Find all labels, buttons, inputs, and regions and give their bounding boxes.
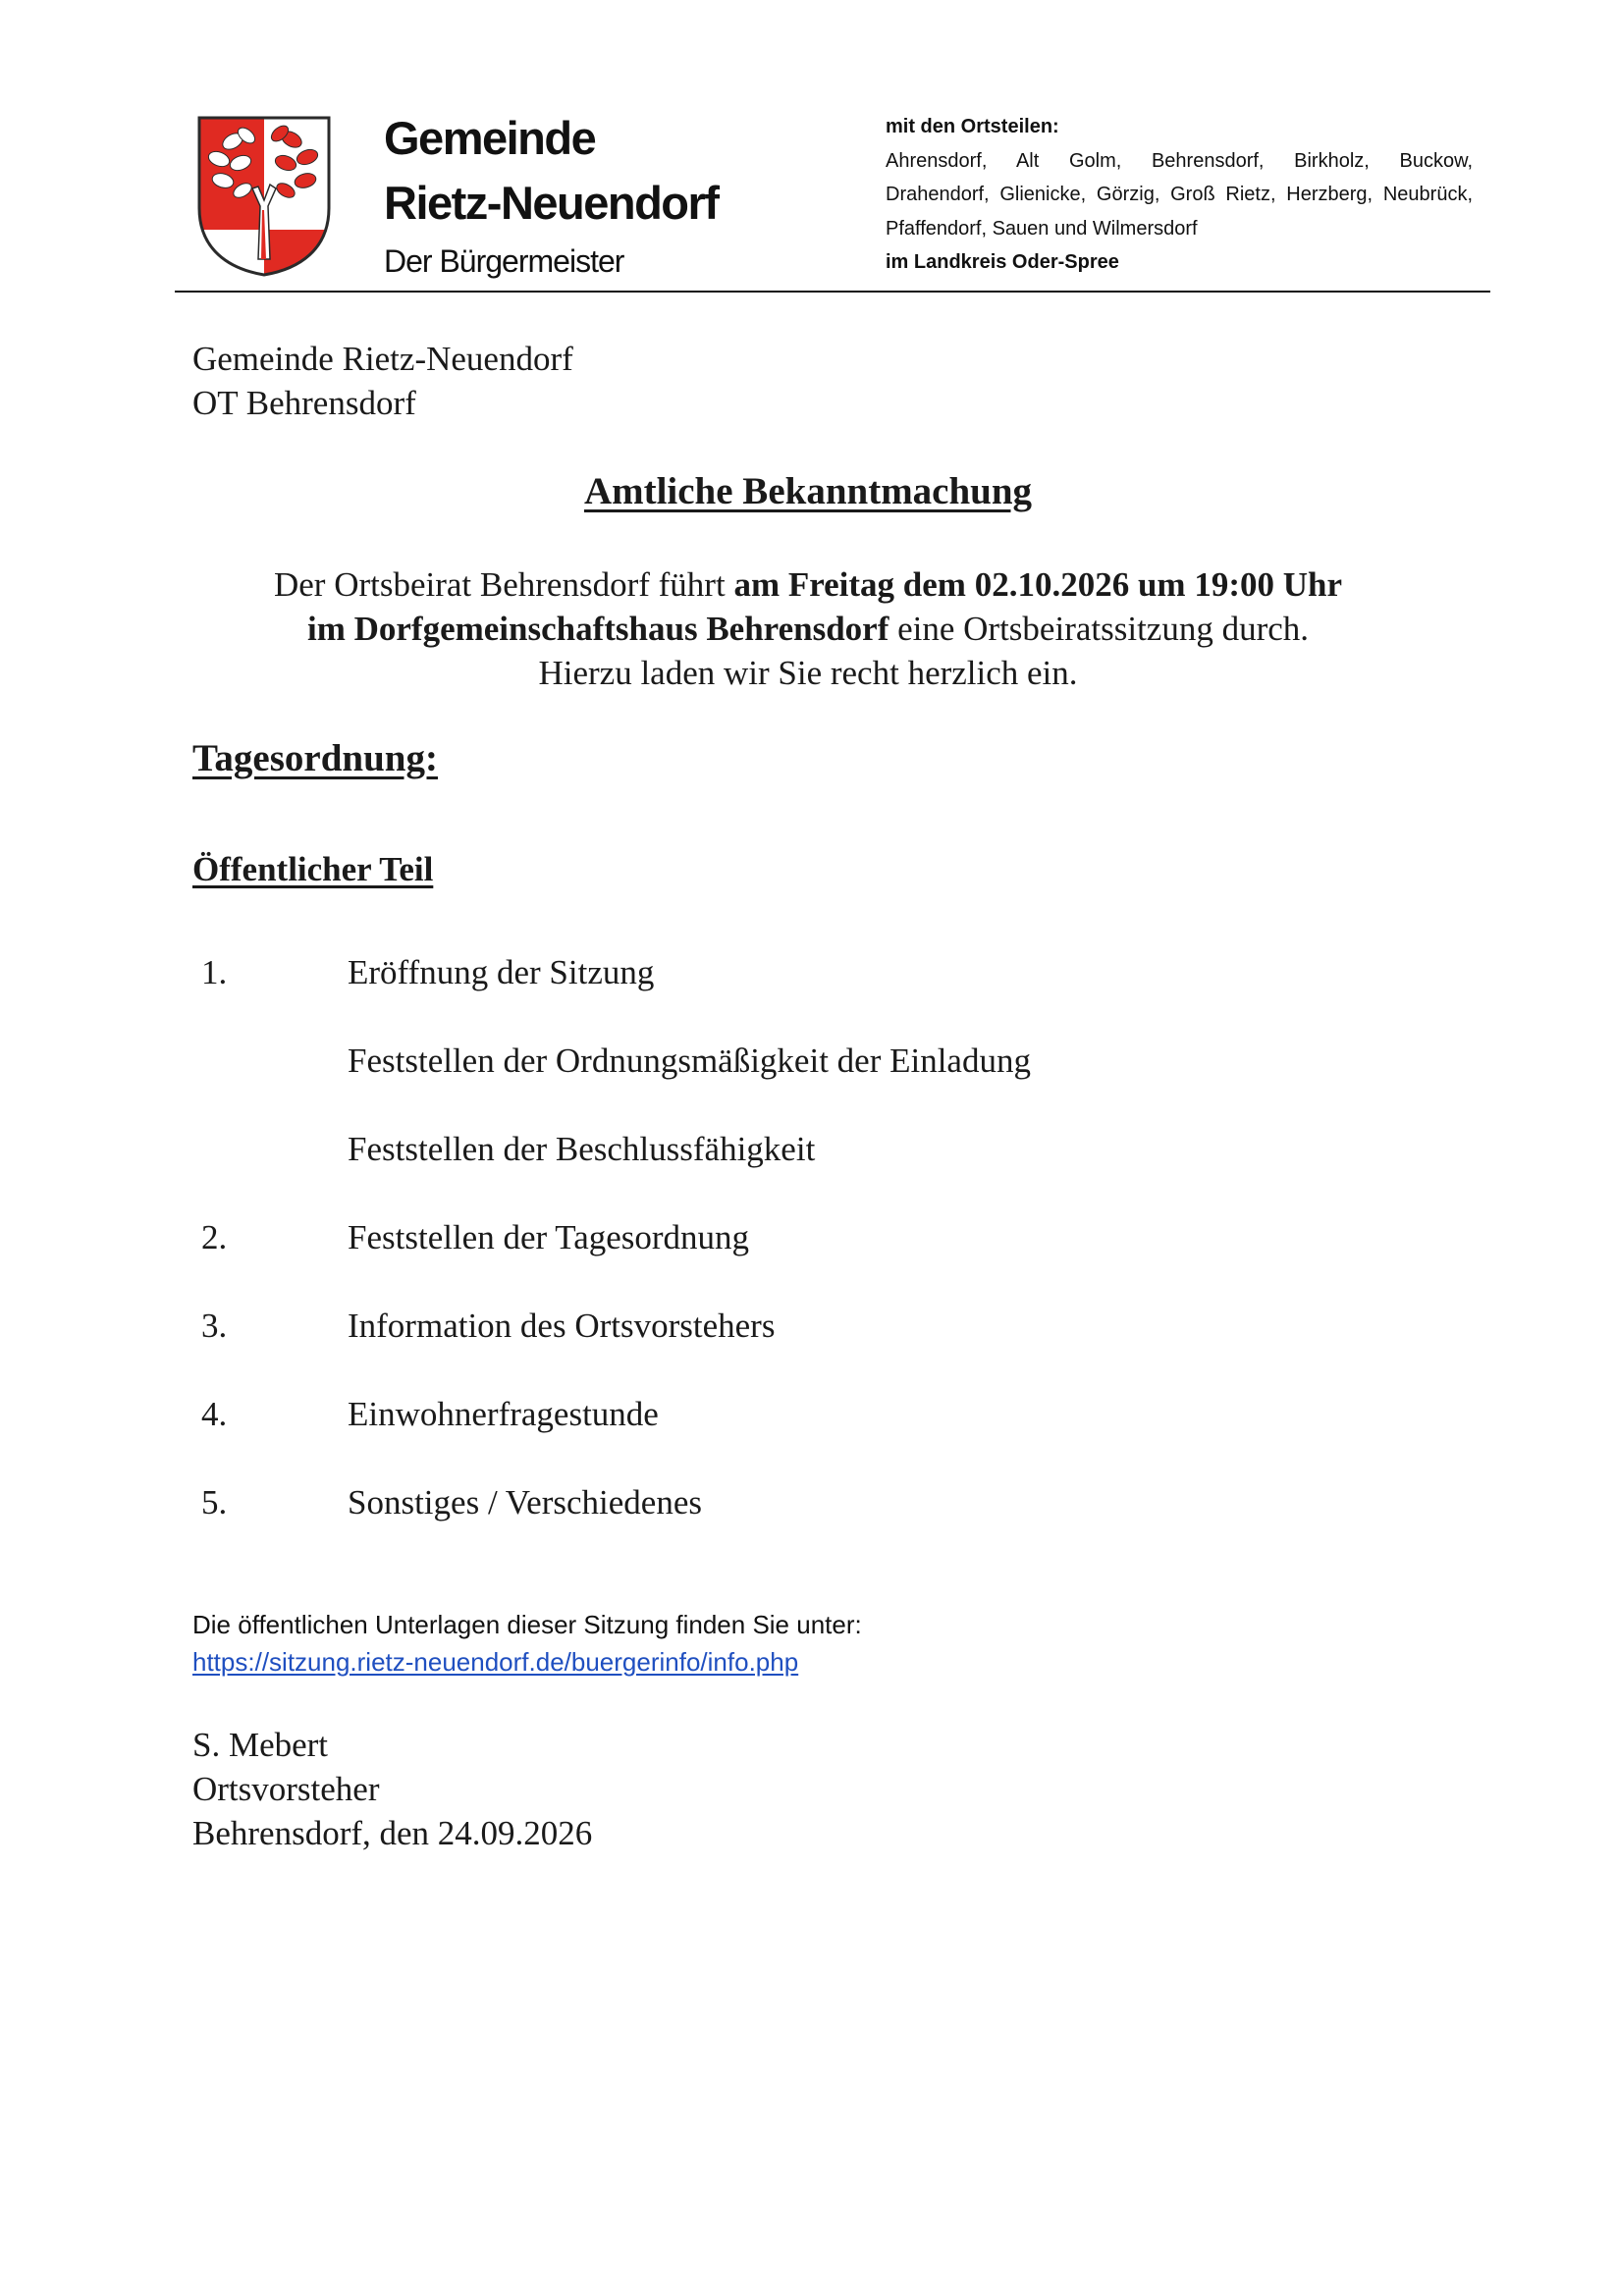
agenda-item xyxy=(192,1127,1371,1215)
place-and-date: Behrensdorf, den 24.09.2026 xyxy=(192,1814,593,1852)
announcement-text xyxy=(0,562,1616,695)
agenda-heading: Tagesordnung: xyxy=(192,737,438,779)
agenda-item-text: Einwohnerfragestunde xyxy=(348,1395,659,1433)
documents-note xyxy=(192,1606,862,1681)
agenda-item-number: 3. xyxy=(201,1307,228,1345)
municipality-name-line2: Rietz-Neuendorf xyxy=(384,177,719,229)
agenda-item-text: Information des Ortsvorstehers xyxy=(348,1307,776,1345)
letterhead xyxy=(175,106,1488,291)
districts-line: Ahrensdorf, Alt Golm, Behrensdorf, Birkholz, Buckow, xyxy=(886,149,1473,172)
agenda-item-number: 5. xyxy=(201,1483,228,1522)
announcement-line xyxy=(0,562,1616,607)
districts-line: Pfaffendorf, Sauen und Wilmersdorf xyxy=(886,217,1198,240)
agenda-item xyxy=(192,1304,1371,1392)
signer-role: Ortsvorsteher xyxy=(192,1770,380,1808)
meeting-location: im Dorfgemeinschaftshaus Behrensdorf xyxy=(306,610,889,648)
agenda-item xyxy=(192,950,1371,1039)
recipient-line: Gemeinde Rietz-Neuendorf xyxy=(192,340,573,378)
municipality-name xyxy=(384,106,718,236)
agenda-item-number: 4. xyxy=(201,1395,228,1433)
agenda-item-text: Feststellen der Tagesordnung xyxy=(348,1218,750,1256)
districts-label: mit den Ortsteilen: xyxy=(886,116,1059,137)
documents-note-text: Die öffentlichen Unterlagen dieser Sitzung finden Sie unter: xyxy=(192,1610,862,1639)
recipient-line: OT Behrensdorf xyxy=(192,384,416,422)
announcement-line xyxy=(0,607,1616,651)
municipality-name-line1: Gemeinde xyxy=(384,112,596,164)
agenda-item-text: Sonstiges / Verschiedenes xyxy=(348,1483,702,1522)
agenda-item xyxy=(192,1215,1371,1304)
county-label: im Landkreis Oder-Spree xyxy=(886,251,1119,273)
agenda-item-text: Eröffnung der Sitzung xyxy=(348,953,655,991)
recipient-address xyxy=(192,337,573,425)
coat-of-arms-logo xyxy=(193,112,335,281)
notice-title: Amtliche Bekanntmachung xyxy=(583,470,1033,512)
letterhead-divider xyxy=(175,291,1490,293)
agenda-item xyxy=(192,1480,1371,1569)
agenda-item-number: 1. xyxy=(201,953,228,991)
announcement-text-part: eine Ortsbeiratssitzung durch. xyxy=(889,610,1310,648)
meeting-date-time: am Freitag dem 02.10.2026 um 19:00 Uhr xyxy=(733,565,1342,604)
announcement-text-part: Der Ortsbeirat Behrensdorf führt xyxy=(273,565,734,604)
signer-name: S. Mebert xyxy=(192,1726,329,1764)
documents-link[interactable]: https://sitzung.rietz-neuendorf.de/buergerinfo/info.php xyxy=(192,1647,799,1677)
agenda-item xyxy=(192,1392,1371,1480)
agenda-list xyxy=(192,950,1371,1569)
office-title: Der Bürgermeister xyxy=(384,243,624,279)
agenda-item-text: Feststellen der Ordnungsmäßigkeit der Einladung xyxy=(348,1041,1031,1080)
districts-line: Drahendorf, Glienicke, Görzig, Groß Rietz, Herzberg, Neubrück, xyxy=(886,184,1473,205)
announcement-line: Hierzu laden wir Sie recht herzlich ein. xyxy=(538,654,1078,692)
agenda-item xyxy=(192,1039,1371,1127)
agenda-item-text: Feststellen der Beschlussfähigkeit xyxy=(348,1130,816,1168)
public-section-heading: Öffentlicher Teil xyxy=(192,850,434,888)
districts-block xyxy=(886,110,1473,280)
signature-block xyxy=(192,1723,592,1855)
agenda-item-number: 2. xyxy=(201,1218,228,1256)
